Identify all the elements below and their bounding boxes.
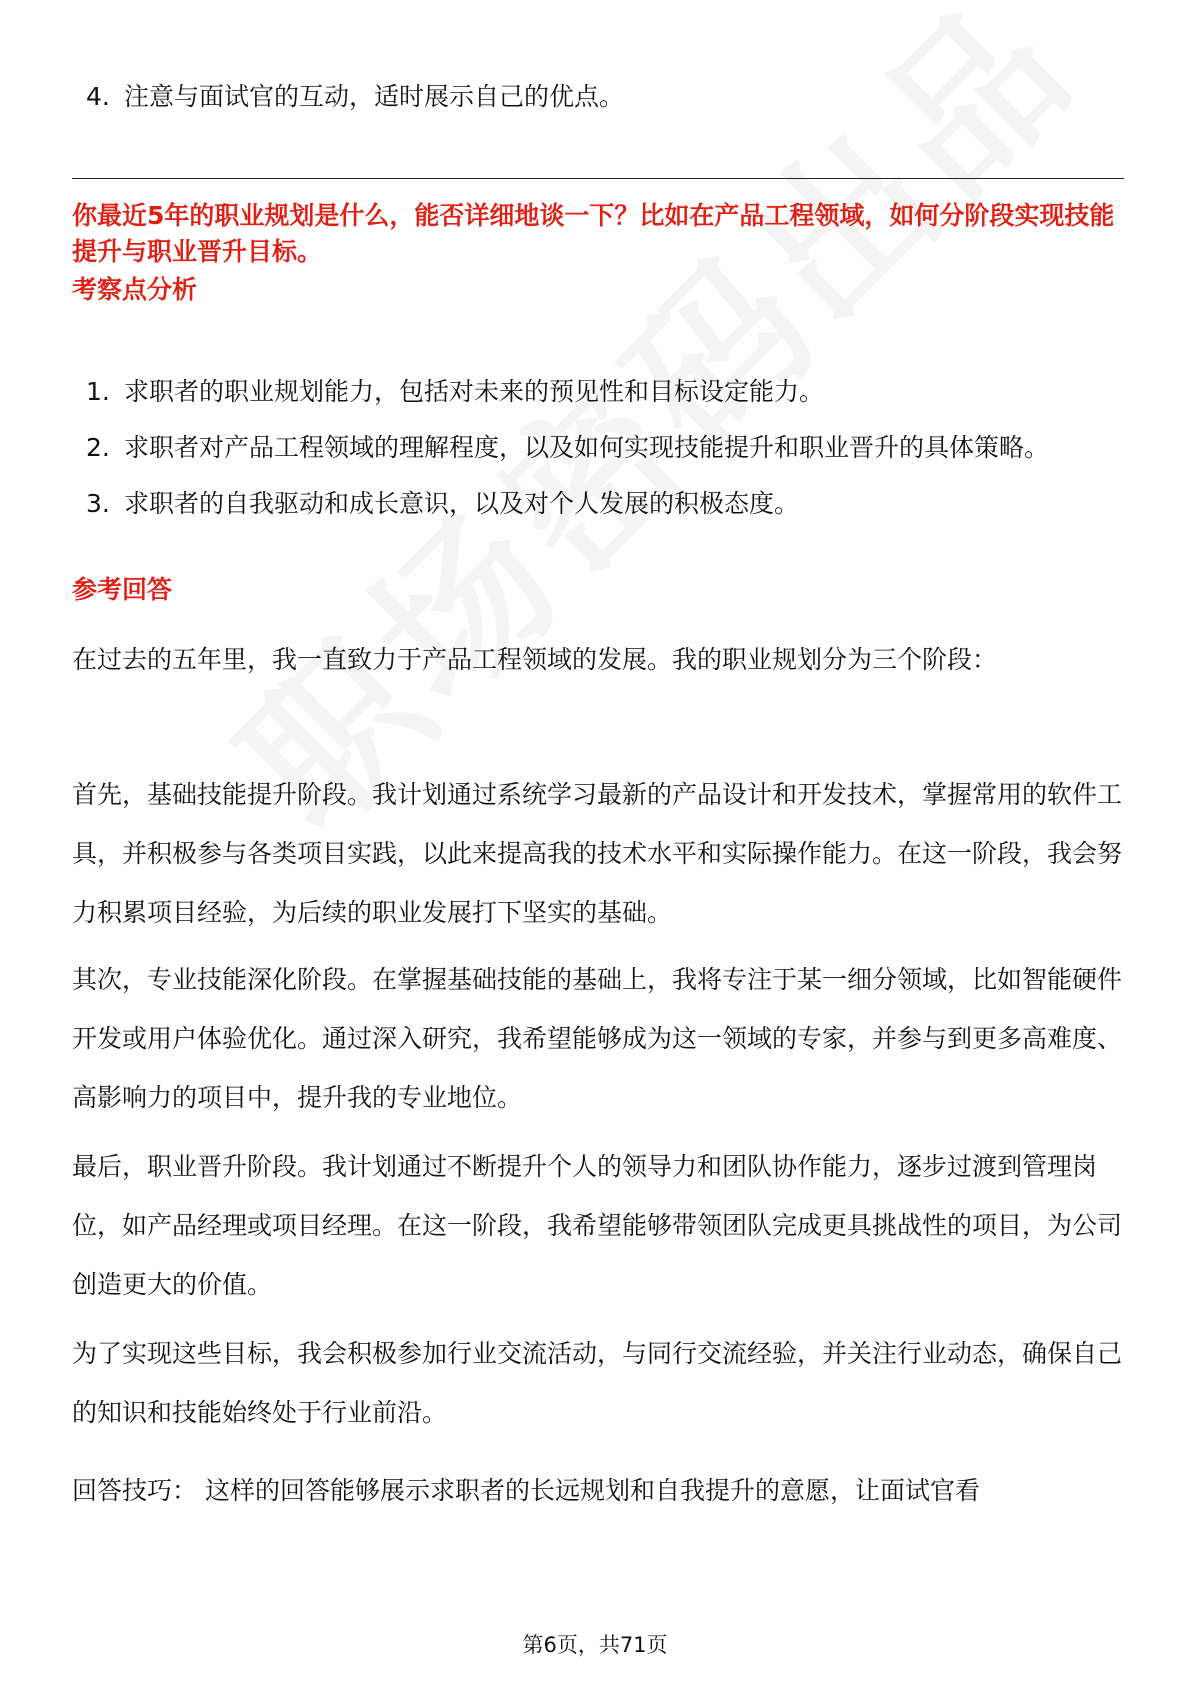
previous-list-item [86, 78, 624, 116]
list-item-text: 求职者对产品工程领域的理解程度，以及如何实现技能提升和职业晋升的具体策略。 [124, 433, 1050, 462]
answer-paragraph: 其次，专业技能深化阶段。在掌握基础技能的基础上，我将专注于某一细分领域，比如智能硬件开发或用户体验优化。通过深入研究，我希望能够成为这一领域的专家，并参与到更多高难度、高影响力的项目中，提升我的专业地位。 [72, 965, 1123, 1112]
list-item-text: 求职者的自我驱动和成长意识，以及对个人发展的积极态度。 [124, 489, 800, 518]
interview-question: 你最近5年的职业规划是什么，能否详细地谈一下？比如在产品工程领域，如何分阶段实现技能提升与职业晋升目标。 [72, 201, 1115, 266]
answer-paragraph: 在过去的五年里，我一直致力于产品工程领域的发展。我的职业规划分为三个阶段： [72, 645, 998, 674]
list-number: 1. [86, 377, 110, 406]
answer-paragraph: 首先，基础技能提升阶段。我计划通过系统学习最新的产品设计和开发技术，掌握常用的软件工具，并积极参与各类项目实践，以此来提高我的技术水平和实际操作能力。在这一阶段，我会努力积累项目经验，为后续的职业发展打下坚实的基础。 [72, 780, 1123, 927]
list-item [86, 420, 1126, 476]
list-number: 2. [86, 433, 110, 462]
list-item-text: 求职者的职业规划能力，包括对未来的预见性和目标设定能力。 [124, 377, 825, 406]
analysis-list [86, 364, 1126, 532]
answer-tip: 回答技巧： 这样的回答能够展示求职者的长远规划和自我提升的意愿，让面试官看 [72, 1476, 980, 1505]
list-item-text: 注意与面试官的互动，适时展示自己的优点。 [124, 82, 625, 111]
list-item [86, 364, 1126, 420]
answer-paragraph: 最后，职业晋升阶段。我计划通过不断提升个人的领导力和团队协作能力，逐步过渡到管理岗位，如产品经理或项目经理。在这一阶段，我希望能够带领团队完成更具挑战性的项目，为公司创造更大的价值。 [72, 1152, 1123, 1299]
list-number: 3. [86, 489, 110, 518]
list-number: 4. [86, 82, 110, 111]
analysis-heading: 考察点分析 [72, 275, 198, 304]
answer-paragraph: 为了实现这些目标，我会积极参加行业交流活动，与同行交流经验，并关注行业动态，确保自己的知识和技能始终处于行业前沿。 [72, 1339, 1123, 1427]
section-divider [72, 178, 1124, 179]
page-number: 第6页，共71页 [522, 1633, 668, 1657]
answer-heading: 参考回答 [72, 575, 173, 604]
list-item [86, 476, 1126, 532]
